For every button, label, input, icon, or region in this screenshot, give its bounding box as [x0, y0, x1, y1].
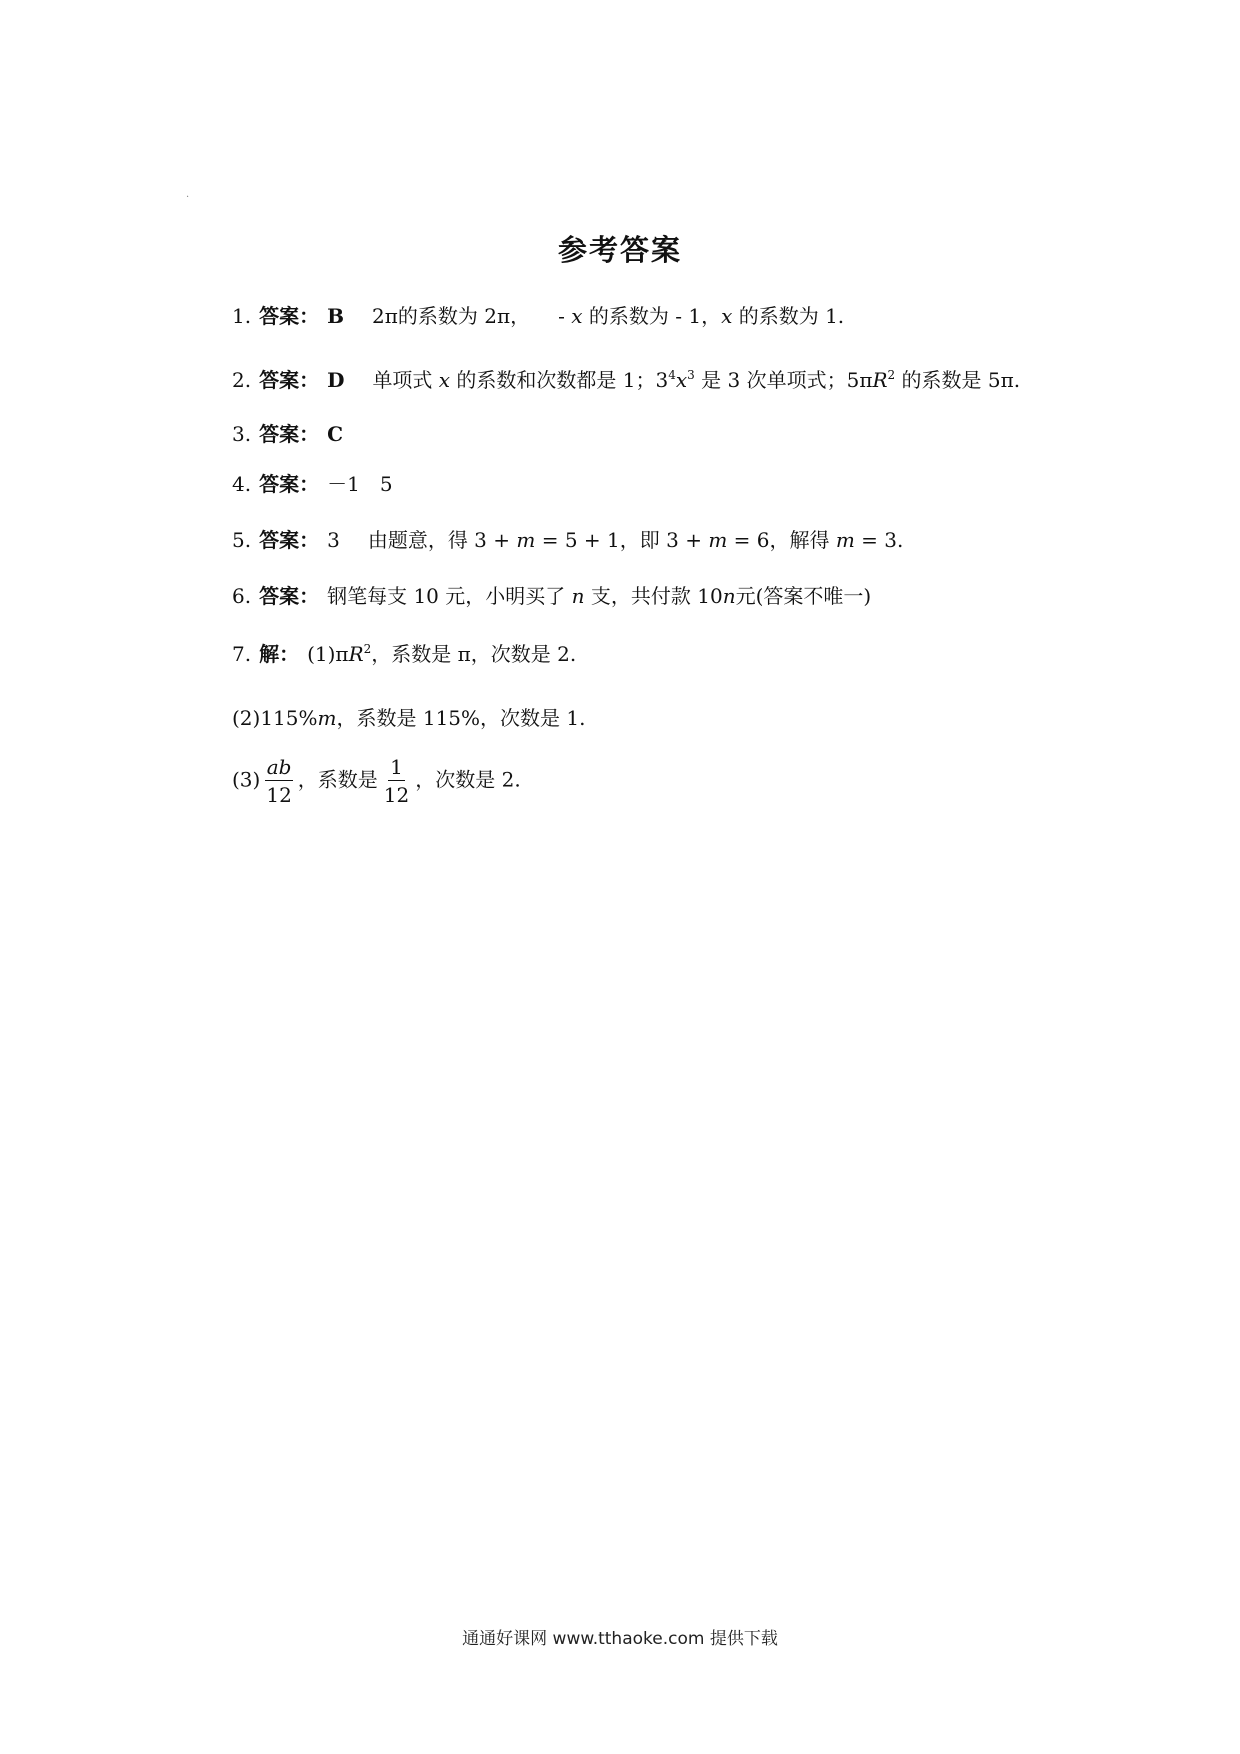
answer-line-5: 5. 答案： 3 由题意，得 3 + m = 5 + 1，即 3 + m = 6，解得 m = 3. — [232, 528, 904, 552]
footer-source: 通通好课网 www.tthaoke.com 提供下载 — [462, 1629, 778, 1649]
answer-line-6: 6. 答案： 钢笔每支 10 元，小明买了 n 支，共付款 10n元(答案不唯一) — [232, 584, 872, 608]
page-title: 参考答案 — [557, 233, 682, 267]
stray-mark: · — [186, 192, 190, 203]
answer-line-7-part-3: (3) $\frac{ab}{12}$ ，系数是 $\frac{1}{12}$ ，次数是 2. — [232, 755, 521, 807]
answer-line-2: 2. 答案： D 单项式 x 的系数和次数都是 1；$3^4x^3$ 是 3 次单项式；$5\pi R^2$ 的系数是 5π. — [232, 368, 1021, 392]
answer-line-4: 4. 答案： －1 5 — [232, 472, 393, 496]
fraction-ab-over-12: $\frac{ab}{12}$ — [266, 755, 292, 807]
answer-line-1: 1. 答案： B 2π的系数为 2π， - x 的系数为 - 1，x 的系数为 1. — [232, 304, 845, 328]
fraction-1-over-12: $\frac{1}{12}$ — [383, 755, 410, 807]
answer-line-3: 3. 答案： C — [232, 422, 344, 446]
answer-line-7: 7. 解： $(1)\pi R^2$，系数是 π，次数是 2. — [232, 642, 577, 666]
answer-line-7-part-2: (2)115%m，系数是 115%，次数是 1. — [232, 706, 586, 730]
